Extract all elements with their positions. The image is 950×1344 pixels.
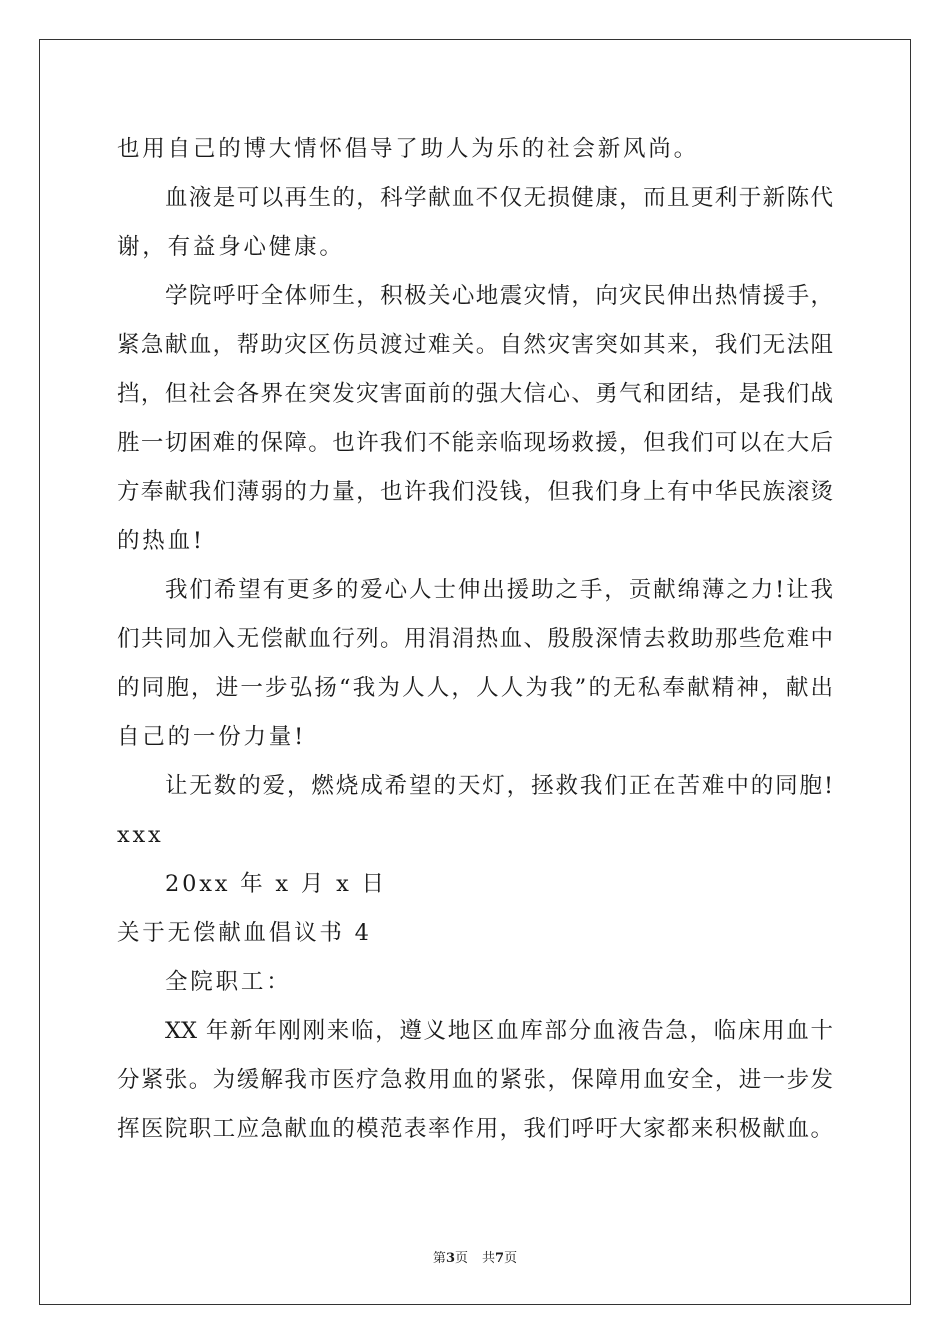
text-line: 也用自己的博大情怀倡导了助人为乐的社会新风尚。 xyxy=(117,136,699,162)
text-line: 分紧张。为缓解我市医疗急救用血的紧张，保障用血安全，进一步发 xyxy=(117,1067,833,1093)
text-line: 方奉献我们薄弱的力量，也许我们没钱，但我们身上有中华民族滚烫 xyxy=(117,479,833,505)
text-line: 的热血! xyxy=(117,528,205,554)
text-line: 学院呼吁全体师生，积极关心地震灾情，向灾民伸出热情援手， xyxy=(165,283,833,309)
page-current: 3 xyxy=(445,1251,455,1266)
text-line: 胜一切困难的保障。也许我们不能亲临现场救援，但我们可以在大后 xyxy=(117,430,833,456)
text-line: 的同胞，进一步弘扬“我为人人，人人为我”的无私奉献精神，献出 xyxy=(117,675,833,701)
text-line: 全院职工： xyxy=(165,969,292,995)
page-footer xyxy=(0,1247,950,1266)
text-line: 关于无偿献血倡议书 4 xyxy=(117,920,372,946)
text-line: 们共同加入无偿献血行列。用涓涓热血、殷殷深情去救助那些危难中 xyxy=(117,626,833,652)
text-line: 紧急献血，帮助灾区伤员渡过难关。自然灾害突如其来，我们无法阻 xyxy=(117,332,833,358)
total-suffix: 页 xyxy=(504,1251,518,1266)
page-suffix: 页 xyxy=(454,1251,468,1266)
text-line: XX 年新年刚刚来临，遵义地区血库部分血液告急，临床用血十 xyxy=(165,1018,833,1044)
text-line: 20xx 年 x 月 x 日 xyxy=(165,871,387,897)
text-line: 挥医院职工应急献血的模范表率作用，我们呼吁大家都来积极献血。 xyxy=(117,1116,833,1142)
total-prefix: 共 xyxy=(482,1251,496,1266)
text-line: 挡，但社会各界在突发灾害面前的强大信心、勇气和团结，是我们战 xyxy=(117,381,833,407)
page-total: 7 xyxy=(495,1251,505,1266)
page-prefix: 第 xyxy=(432,1251,446,1266)
text-line: 自己的一份力量! xyxy=(117,724,306,750)
text-line: 我们希望有更多的爱心人士伸出援助之手，贡献绵薄之力!让我 xyxy=(165,577,833,603)
text-line: 谢，有益身心健康。 xyxy=(117,234,345,260)
document-body xyxy=(117,125,833,1154)
text-line: 让无数的爱，燃烧成希望的天灯，拯救我们正在苦难中的同胞! xyxy=(165,773,833,799)
text-line: xxx xyxy=(117,822,164,848)
text-line: 血液是可以再生的，科学献血不仅无损健康，而且更利于新陈代 xyxy=(165,185,833,211)
